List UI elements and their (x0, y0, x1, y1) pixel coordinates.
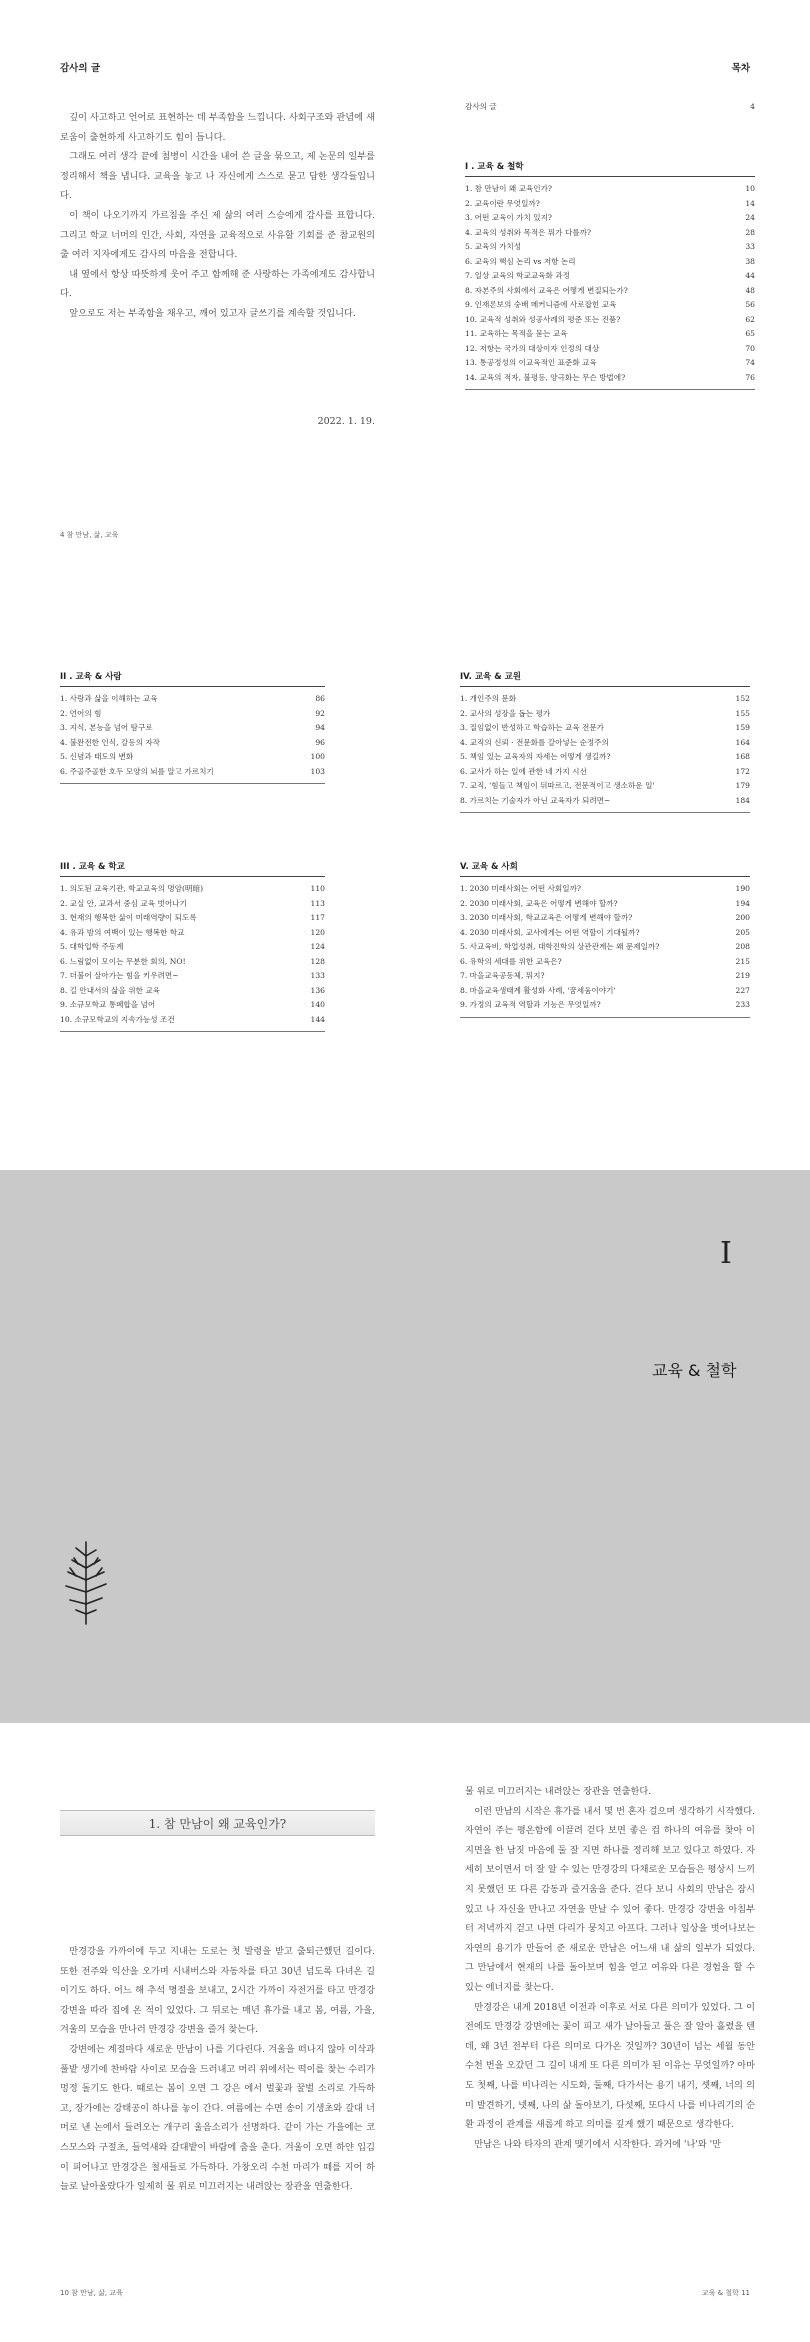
toc-item-label: 3. 2030 미래사회, 학교교육은 어떻게 변해야 할까? (460, 913, 633, 922)
toc-item-page: 128 (310, 956, 325, 966)
toc-item-label: 8. 가르치는 기술자가 아닌 교육자가 되려면~ (460, 795, 611, 805)
toc-section-title: I . 교육 & 철학 (465, 160, 755, 177)
toc-item[interactable] (60, 955, 325, 970)
toc-list (60, 882, 325, 1032)
toc-item-page: 94 (315, 723, 325, 732)
toc-item-label: 3. 질임없이 반성하고 학습하는 교육 전문가 (460, 723, 605, 732)
toc-section-3 (60, 860, 325, 1032)
section-title: 교육 & 철학 (652, 1361, 737, 1380)
paragraph: 만경강을 가까이에 두고 지내는 도로는 첫 발령을 받고 출퇴근했던 길이다. 또한 전주와 익산을 오가며 시내버스와 자동차를 타고 30년 넘도록 다녀온 길이기도 하다. 어느 해 추석 명절을 보내고, 2시간 가까이 자전거를 타고 만경강 강변을 따라 집에 온 적이 있었다. 그 뒤로는 매년 휴가를 내고 봄, 여름, 가을, 겨울의 모습을 만나러 만경강 강변을 즐겨 찾는다. (60, 1946, 375, 2036)
toc-item[interactable] (460, 998, 750, 1013)
tree-icon (56, 1538, 116, 1628)
toc-section-title: IV. 교육 & 교원 (460, 670, 750, 687)
toc-item-page: 136 (310, 985, 325, 995)
toc-item-label: 9. 소규모학교 통폐합을 넘어 (60, 1000, 156, 1009)
toc-list (460, 692, 750, 813)
paragraph: 물 위로 미끄러지는 내려앉는 장관을 연출한다. (465, 1786, 652, 1797)
toc-item-page: 4 (750, 102, 755, 111)
toc-item[interactable] (465, 284, 755, 299)
toc-item-page: 200 (735, 913, 750, 922)
toc-item[interactable] (465, 255, 755, 270)
toc-item[interactable] (60, 926, 325, 941)
page-footer: 교육 & 철학 11 (701, 2289, 750, 2297)
toc-item[interactable] (460, 765, 750, 780)
toc-item[interactable] (60, 750, 325, 765)
toc-item[interactable] (60, 707, 325, 722)
toc-item-label: 1. 의도된 교육기관, 학교교육의 명암(明暗) (60, 884, 204, 893)
toc-section-4 (460, 670, 750, 813)
toc-item[interactable] (460, 707, 750, 722)
toc-item-label: 14. 교육의 적자, 불평등, 양극화는 무슨 방법에? (465, 372, 626, 382)
toc-item-page: 74 (745, 358, 755, 367)
toc-item-page: 120 (310, 927, 325, 937)
chapter-title (60, 1810, 375, 1836)
toc-item-label: 5. 대학입학 주동계 (60, 942, 124, 951)
toc-item-label: 13. 통공정성의 이교육적인 표준화 교육 (465, 358, 597, 367)
chapter-title-text: 1. 참 만남이 왜 교육인가? (148, 1817, 287, 1831)
toc-section-title: III . 교육 & 학교 (60, 860, 325, 877)
toc-item-page: 219 (735, 971, 750, 980)
toc-item-label: 6. 주골주골한 호두 모양의 뇌를 알고 가르치기 (60, 766, 214, 776)
toc-item[interactable] (460, 940, 750, 955)
toc-item-page: 48 (745, 285, 755, 295)
toc-item[interactable] (460, 692, 750, 707)
toc-item[interactable] (60, 969, 325, 984)
toc-item-page: 179 (735, 781, 750, 790)
toc-item-label: 2. 교실 안, 교과서 중심 교육 벗어나기 (60, 898, 187, 908)
toc-item[interactable] (460, 969, 750, 984)
paragraph: 이런 만남의 시작은 휴가를 내서 몇 번 혼자 걸으며 생각하기 시작했다. 자연이 주는 평온함에 이끌려 걷다 보면 좋은 컵 하나의 여유를 찾아 이 지면을 한 남짓 마음에 둘 잘 지면 하나를 정리해 보고 있다고 하였다. 자세히 보이면서 더 잘 알 수 있는 만경강의 다채로운 모습들은 평상시 느끼지 못했던 또 다른 감동과 즐거움을 준다. 걷다 보니 사회의 만남은 잠시 있고 나 자신을 만나고 자연을 만날 수 있어 좋다. 만경강 강변을 아침부터 저녁까지 걷고 나면 다리가 뭉치고 아프다. 그러나 일상을 벗어나보는 자연의 용기가 만들어 준 새로운 만남은 어느새 내 삶의 일부가 되었다. 그 만남에서 현재의 나를 돌아보며 힘을 얻고 여유와 다른 경험을 할 수 있는 에너지를 찾는다. (465, 1805, 755, 1993)
toc-item-page: 227 (735, 985, 750, 995)
toc-item-page: 159 (735, 723, 750, 732)
toc-item-label: 감사의 글 (465, 102, 497, 111)
toc-item-page: 133 (310, 971, 325, 980)
chapter-body-right (465, 1782, 755, 2154)
toc-item[interactable] (460, 750, 750, 765)
toc-item[interactable] (460, 984, 750, 999)
toc-list (465, 182, 755, 390)
toc-item-label: 9. 인재론보의 숭배 메커니즘에 사로잡힌 교육 (465, 300, 617, 309)
toc-item-label: 3. 어떤 교육이 가치 있지? (465, 213, 552, 222)
toc-page-left (0, 585, 405, 1170)
toc-item-page: 110 (310, 884, 325, 893)
toc-item-page: 62 (745, 314, 755, 324)
paragraph: 그래도 여러 생각 끝에 첨병이 시간을 내어 쓴 글을 묶으고, 제 논문의 일부를 정리해서 책을 냅니다. 교육을 놓고 나 자신에게 스스로 묻고 답한 생각들입니다. (60, 151, 375, 202)
toc-item-page: 38 (745, 256, 755, 266)
toc-item[interactable] (460, 882, 750, 897)
toc-item-label: 3. 현재의 행복한 삶이 미래역량이 되도록 (60, 913, 197, 922)
paragraph: 깊이 사고하고 언어로 표현하는 데 부족함을 느낍니다. 사회구조와 관념에 새로움이 출현하게 사고하기도 힘이 듭니다. (60, 112, 375, 143)
toc-item-label: 7. 교직, '힘들고 책임이 뒤따르고, 전문적이고 생소하운 일' (460, 781, 655, 790)
toc-item[interactable] (60, 911, 325, 926)
toc-item-page: 103 (310, 766, 325, 776)
page-header: 감사의 글 (60, 63, 101, 74)
toc-item[interactable] (460, 779, 750, 794)
paragraph: 앞으로도 저는 부족함을 채우고, 깨어 있고자 글쓰기를 계속할 것입니다. (69, 307, 356, 319)
toc-item-label: 2. 2030 미래사회, 교육은 어떻게 변해야 할까? (460, 898, 618, 908)
toc-item-label: 8. 마을교육생태계 활성화 사례, '꿈세움이야기' (460, 985, 616, 995)
toc-page (405, 0, 810, 585)
toc-item-label: 5. 책임 있는 교육자의 자세는 어떻게 생길까? (460, 752, 611, 761)
toc-item[interactable] (465, 342, 755, 357)
toc-item-label: 1. 개인주의 문화 (460, 694, 517, 703)
toc-item-page: 164 (735, 737, 750, 747)
paragraph: 강변에는 계절마다 새로운 만남이 나를 기다린다. 겨울을 떠나지 않아 이삭과 풀밭 생기에 찬바람 사이로 모습을 드러내고 머리 위에서는 떡이를 찾는 수리가 멍정 돌기도 한다. 때로는 봄이 오면 그 강은 에서 벌꽃과 꿀벌 소리로 가득하고, 장가에는 강태공이 하나를 놓이 간다. 여름에는 수면 송이 기생초와 갈대 너머로 낸 논에서 들려오는 개구리 울음소리가 선명하다. 같이 가는 가을에는 코스모스와 구절초, 들억새와 갈대밭이 바람에 춤을 춘다. 겨울이 오면 하얀 입김이 피어나고 만경강은 철새들로 가득하다. 가창오리 수천 마리가 떼를 지어 하늘로 날아올랐다가 일제히 물 위로 미끄러지는 내려앉는 장관을 연출한다. (60, 2043, 375, 2193)
paragraph: 이 책이 나오기까지 가르침을 주신 제 삶의 여러 스승에게 감사를 표합니다. 그리고 학교 너머의 인간, 사회, 자연을 교육적으로 사유할 기회를 준 참교원의 출 여러 지자에게도 감사의 마음을 전합니다. (60, 209, 375, 261)
toc-item-page: 184 (735, 795, 750, 805)
toc-item[interactable] (60, 736, 325, 751)
toc-item-page: 70 (745, 343, 755, 353)
toc-item[interactable] (465, 197, 755, 212)
toc-item-label: 4. 불완전한 인식, 갈등의 자작 (60, 737, 161, 747)
toc-item-label: 3. 지식, 본능을 넘어 탐구로 (60, 723, 153, 732)
toc-section-title: II . 교육 & 사람 (60, 670, 325, 687)
paragraph: 만남은 나와 타자의 관계 맺기에서 시작한다. 과거에 '나'와 '만 (474, 2138, 722, 2150)
toc-item-label: 5. 교육의 가치성 (465, 242, 522, 251)
page-footer: 10 참 만남, 삶, 교육 (60, 2289, 123, 2297)
toc-item[interactable] (465, 371, 755, 386)
toc-item-label: 6. 느림없이 모이는 무분한 회의, NO! (60, 956, 186, 966)
section-divider (0, 1170, 810, 1723)
toc-section-title: V. 교육 & 사회 (460, 860, 750, 877)
toc-item-page: 86 (315, 694, 325, 703)
toc-item[interactable] (60, 998, 325, 1013)
toc-item-page: 144 (310, 1014, 325, 1024)
paragraph: 내 옆에서 항상 따뜻하게 웃어 주고 함께해 준 사랑하는 가족에게도 감사합니다. (60, 268, 375, 300)
toc-item-label: 6. 교사가 하는 일에 관한 네 가지 시선 (460, 766, 587, 776)
toc-item[interactable] (465, 327, 755, 342)
toc-section-2 (60, 670, 325, 784)
toc-item[interactable] (460, 911, 750, 926)
page-header: 목차 (731, 63, 750, 74)
toc-item-page: 152 (735, 694, 750, 703)
toc-item-label: 12. 저항는 국가의 대상이자 인정의 대상 (465, 343, 600, 353)
paragraph: 만경강은 내게 2018년 이전과 이후로 서로 다른 의미가 있었다. 그 이전에도 만경강 강변에는 꽃이 피고 새가 날아들고 풀은 잘 알아 흘렸을 텐데, 왜 3년 전부터 다른 의미로 다가온 것일까? 30년이 넘는 세월 동안 수천 번을 오갔던 그 길이 내게 또 다른 의미가 된 이유는 무엇일까? 아마도 첫째, 나를 비나리는 시도화, 둘째, 다가서는 용기 내기, 셋째, 너의 의미 발견하기, 넷째, 나의 삶 돌아보기, 다섯째, 또다시 나를 비나리기의 순환 과정이 관계를 새롭게 하고 의미를 깊게 했기 때문으로 생각한다. (465, 2001, 755, 2131)
toc-thanks-entry[interactable] (465, 100, 755, 115)
thanks-body (60, 108, 375, 324)
toc-item-label: 2. 교육이란 무엇일까? (465, 198, 540, 208)
toc-item-page: 44 (745, 271, 755, 280)
toc-item-page: 205 (735, 927, 750, 937)
toc-item-page: 92 (315, 708, 325, 718)
page-footer: 4 참 만남, 삶, 교육 (60, 531, 119, 539)
toc-item-label: 7. 일상 교육의 학교교육화 과정 (465, 271, 570, 280)
toc-item-page: 76 (745, 372, 755, 382)
toc-item[interactable] (465, 226, 755, 241)
toc-item-page: 65 (745, 329, 755, 338)
toc-item-label: 8. 자본주의 사회에서 교육은 어떻게 변질되는가? (465, 285, 628, 295)
toc-item-label: 7. 더불어 살아가는 힘을 키우려면~ (60, 971, 179, 980)
toc-item-label: 5. 신념과 태도의 변화 (60, 752, 134, 761)
toc-item-label: 6. 유학의 세대를 위한 교육은? (460, 956, 562, 966)
toc-section-1 (465, 160, 755, 390)
toc-item-label: 4. 교직의 신뢰 · 전문화를 갈아넣는 순정주의 (460, 737, 609, 747)
toc-item-page: 233 (735, 1000, 750, 1009)
toc-item[interactable] (60, 765, 325, 780)
toc-item-page: 28 (745, 227, 755, 237)
toc-item-label: 1. 사랑과 삶을 이해하는 교육 (60, 694, 158, 703)
toc-item-page: 190 (735, 884, 750, 893)
toc-item-page: 194 (735, 898, 750, 908)
toc-list (460, 882, 750, 1018)
toc-item-label: 10. 교육적 성취와 성공사례의 평준 또는 진품? (465, 314, 621, 324)
toc-item[interactable] (60, 721, 325, 736)
toc-item-label: 2. 언어의 힘 (60, 708, 102, 718)
toc-item[interactable] (465, 313, 755, 328)
toc-item[interactable] (465, 269, 755, 284)
toc-item[interactable] (60, 940, 325, 955)
toc-item[interactable] (460, 897, 750, 912)
toc-item[interactable] (460, 736, 750, 751)
toc-item-page: 155 (735, 708, 750, 718)
toc-item-label: 7. 마을교육공동체, 뭐지? (460, 971, 545, 980)
toc-page-right (405, 585, 810, 1170)
toc-item-label: 8. 길 안내서의 삶을 위한 교육 (60, 985, 161, 995)
toc-item-page: 208 (735, 942, 750, 951)
chapter-body-left (60, 1942, 375, 2197)
toc-item-page: 56 (745, 300, 755, 309)
toc-item[interactable] (60, 984, 325, 999)
section-numeral: I (720, 1236, 732, 1271)
toc-item-page: 215 (735, 956, 750, 966)
toc-item-label: 4. 유과 밤의 여백이 있는 행복한 학교 (60, 927, 185, 937)
toc-item-page: 100 (310, 752, 325, 761)
toc-list (60, 692, 325, 784)
toc-item-page: 14 (745, 198, 755, 208)
toc-item-label: 10. 소규모학교의 지속가능성 조건 (60, 1014, 175, 1024)
toc-item-page: 33 (745, 242, 755, 251)
toc-item-label: 1. 참 만남이 왜 교육인가? (465, 184, 552, 193)
toc-item-label: 9. 가정의 교육적 역할과 기능은 무엇일까? (460, 1000, 601, 1009)
toc-item[interactable] (460, 794, 750, 809)
toc-item[interactable] (465, 240, 755, 255)
toc-item-label: 4. 2030 미래사회, 교사에게는 어떤 역할이 기대될까? (460, 927, 640, 937)
toc-section-5 (460, 860, 750, 1018)
toc-item-page: 172 (735, 766, 750, 776)
toc-item-page: 140 (310, 1000, 325, 1009)
thanks-page (0, 0, 405, 585)
toc-item[interactable] (60, 897, 325, 912)
toc-item-label: 1. 2030 미래사회는 어떤 사회일까? (460, 884, 581, 893)
toc-item[interactable] (460, 955, 750, 970)
toc-item[interactable] (465, 211, 755, 226)
toc-item-page: 96 (315, 737, 325, 747)
toc-item-page: 124 (310, 942, 325, 951)
signature-date: 2022. 1. 19. (317, 416, 375, 427)
toc-item[interactable] (460, 721, 750, 736)
toc-item-page: 113 (310, 898, 325, 908)
toc-item-label: 11. 교육하는 목적을 묻는 교육 (465, 329, 568, 338)
toc-item-label: 6. 교육의 핵심 논리 vs 저항 논리 (465, 256, 576, 266)
toc-item[interactable] (465, 182, 755, 197)
toc-item[interactable] (465, 298, 755, 313)
toc-item[interactable] (465, 356, 755, 371)
toc-item-page: 24 (745, 213, 755, 222)
toc-item-label: 5. 사교육비, 학업성취, 대학진학의 상관관계는 왜 문제일까? (460, 942, 660, 951)
toc-item-page: 168 (735, 752, 750, 761)
toc-item[interactable] (60, 1013, 325, 1028)
toc-item[interactable] (460, 926, 750, 941)
toc-item[interactable] (60, 692, 325, 707)
toc-item-label: 2. 교사의 성장을 돕는 평가 (460, 708, 551, 718)
toc-item-label: 4. 교육의 성취와 목적은 뭐가 다를까? (465, 227, 592, 237)
toc-item[interactable] (60, 882, 325, 897)
toc-item-page: 10 (745, 184, 755, 193)
toc-item-page: 117 (310, 913, 325, 922)
